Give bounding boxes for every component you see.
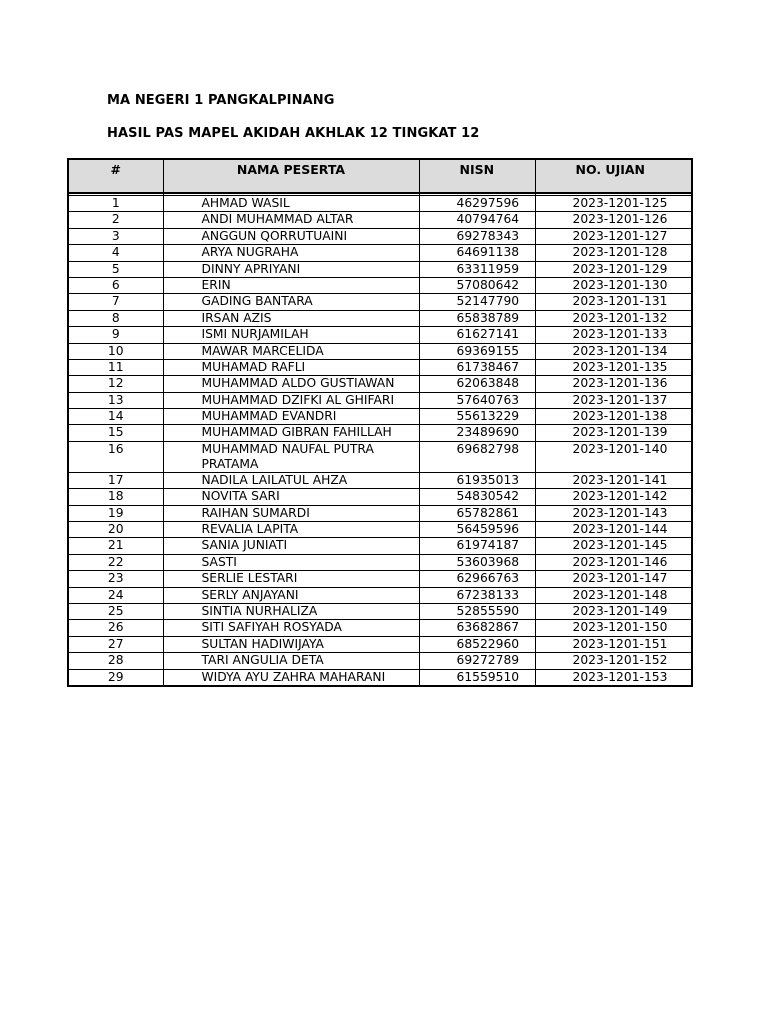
participant-nisn: 61627141	[419, 327, 535, 343]
participant-name: NOVITA SARI	[163, 489, 419, 505]
table-row	[68, 538, 692, 554]
row-number: 24	[68, 587, 163, 603]
row-number: 10	[68, 343, 163, 359]
row-number: 21	[68, 538, 163, 554]
row-number: 22	[68, 554, 163, 570]
participant-nisn: 62966763	[419, 571, 535, 587]
participant-name: MUHAMAD RAFLI	[163, 359, 419, 375]
participant-name: ANDI MUHAMMAD ALTAR	[163, 212, 419, 228]
table-row	[68, 441, 692, 472]
participant-nisn: 69369155	[419, 343, 535, 359]
participant-name: IRSAN AZIS	[163, 310, 419, 326]
table-row	[68, 277, 692, 293]
participant-nisn: 64691138	[419, 245, 535, 261]
table-row	[68, 196, 692, 212]
exam-number: 2023-1201-134	[535, 343, 692, 359]
participant-name: ARYA NUGRAHA	[163, 245, 419, 261]
table-row	[68, 228, 692, 244]
participant-nisn: 62063848	[419, 376, 535, 392]
exam-number: 2023-1201-143	[535, 505, 692, 521]
row-number: 29	[68, 669, 163, 686]
participant-name: SINTIA NURHALIZA	[163, 603, 419, 619]
table-row	[68, 245, 692, 261]
row-number: 4	[68, 245, 163, 261]
participant-name: SULTAN HADIWIJAYA	[163, 636, 419, 652]
column-header-number-label: #	[110, 162, 121, 177]
exam-number: 2023-1201-142	[535, 489, 692, 505]
exam-number: 2023-1201-138	[535, 409, 692, 425]
table-row	[68, 571, 692, 587]
exam-number: 2023-1201-126	[535, 212, 692, 228]
row-number: 15	[68, 425, 163, 441]
exam-number: 2023-1201-129	[535, 261, 692, 277]
participant-nisn: 55613229	[419, 409, 535, 425]
participant-name: WIDYA AYU ZAHRA MAHARANI	[163, 669, 419, 686]
exam-number: 2023-1201-135	[535, 359, 692, 375]
participant-nisn: 57080642	[419, 277, 535, 293]
row-number: 11	[68, 359, 163, 375]
row-number: 12	[68, 376, 163, 392]
exam-number: 2023-1201-131	[535, 294, 692, 310]
exam-number: 2023-1201-133	[535, 327, 692, 343]
table-row	[68, 261, 692, 277]
table-header	[68, 159, 692, 193]
table-row	[68, 554, 692, 570]
participant-nisn: 53603968	[419, 554, 535, 570]
exam-number: 2023-1201-147	[535, 571, 692, 587]
participant-name: MUHAMMAD DZIFKI AL GHIFARI	[163, 392, 419, 408]
participant-name: TARI ANGULIA DETA	[163, 653, 419, 669]
participant-name: SERLY ANJAYANI	[163, 587, 419, 603]
participant-nisn: 67238133	[419, 587, 535, 603]
participant-nisn: 23489690	[419, 425, 535, 441]
column-header-name	[163, 159, 419, 193]
participant-name: REVALIA LAPITA	[163, 522, 419, 538]
participant-nisn: 46297596	[419, 196, 535, 212]
column-header-exam-number	[535, 159, 692, 193]
table-row	[68, 212, 692, 228]
row-number: 1	[68, 196, 163, 212]
participant-nisn: 69278343	[419, 228, 535, 244]
row-number: 17	[68, 472, 163, 488]
table-row	[68, 472, 692, 488]
school-name: MA NEGERI 1 PANGKALPINANG	[107, 93, 335, 108]
table-row	[68, 327, 692, 343]
participant-name: ERIN	[163, 277, 419, 293]
exam-number: 2023-1201-128	[535, 245, 692, 261]
participant-nisn: 61738467	[419, 359, 535, 375]
exam-number: 2023-1201-130	[535, 277, 692, 293]
column-header-exam-number-label: NO. UJIAN	[575, 162, 646, 177]
participant-nisn: 57640763	[419, 392, 535, 408]
participant-nisn: 65782861	[419, 505, 535, 521]
exam-number: 2023-1201-146	[535, 554, 692, 570]
participant-nisn: 61974187	[419, 538, 535, 554]
table-row	[68, 409, 692, 425]
row-number: 14	[68, 409, 163, 425]
row-number: 27	[68, 636, 163, 652]
table-body	[68, 193, 692, 686]
participant-nisn: 65838789	[419, 310, 535, 326]
exam-number: 2023-1201-141	[535, 472, 692, 488]
exam-title: HASIL PAS MAPEL AKIDAH AKHLAK 12 TINGKAT 12	[107, 126, 480, 141]
header-row	[68, 159, 692, 193]
participant-name: RAIHAN SUMARDI	[163, 505, 419, 521]
participant-nisn: 61559510	[419, 669, 535, 686]
row-number: 19	[68, 505, 163, 521]
row-number: 20	[68, 522, 163, 538]
participant-name: AHMAD WASIL	[163, 196, 419, 212]
exam-number: 2023-1201-132	[535, 310, 692, 326]
column-header-nisn-label: NISN	[459, 162, 495, 177]
participant-name: SERLIE LESTARI	[163, 571, 419, 587]
row-number: 18	[68, 489, 163, 505]
participant-name: MUHAMMAD NAUFAL PUTRA PRATAMA	[163, 441, 419, 472]
exam-number: 2023-1201-150	[535, 620, 692, 636]
column-header-number	[68, 159, 163, 193]
participant-name: SANIA JUNIATI	[163, 538, 419, 554]
row-number: 8	[68, 310, 163, 326]
participant-name: MUHAMMAD EVANDRI	[163, 409, 419, 425]
table-row	[68, 603, 692, 619]
exam-number: 2023-1201-148	[535, 587, 692, 603]
column-header-nisn	[419, 159, 535, 193]
exam-number: 2023-1201-136	[535, 376, 692, 392]
participant-nisn: 52147790	[419, 294, 535, 310]
table-row	[68, 392, 692, 408]
row-number: 25	[68, 603, 163, 619]
participant-name: SITI SAFIYAH ROSYADA	[163, 620, 419, 636]
column-header-name-label: NAMA PESERTA	[236, 162, 346, 177]
table-row	[68, 620, 692, 636]
row-number: 9	[68, 327, 163, 343]
table-row	[68, 376, 692, 392]
participant-nisn: 68522960	[419, 636, 535, 652]
participant-nisn: 63682867	[419, 620, 535, 636]
participant-nisn: 69682798	[419, 441, 535, 472]
participant-name: MUHAMMAD ALDO GUSTIAWAN	[163, 376, 419, 392]
table-row	[68, 359, 692, 375]
participant-name: SASTI	[163, 554, 419, 570]
row-number: 6	[68, 277, 163, 293]
exam-number: 2023-1201-153	[535, 669, 692, 686]
table-row	[68, 653, 692, 669]
exam-number: 2023-1201-149	[535, 603, 692, 619]
table-row	[68, 505, 692, 521]
row-number: 26	[68, 620, 163, 636]
row-number: 13	[68, 392, 163, 408]
row-number: 7	[68, 294, 163, 310]
exam-number: 2023-1201-145	[535, 538, 692, 554]
participant-nisn: 52855590	[419, 603, 535, 619]
participant-nisn: 63311959	[419, 261, 535, 277]
participant-name: DINNY APRIYANI	[163, 261, 419, 277]
participant-name: MAWAR MARCELIDA	[163, 343, 419, 359]
participant-nisn: 69272789	[419, 653, 535, 669]
table-row	[68, 522, 692, 538]
table-row	[68, 294, 692, 310]
participant-name: ANGGUN QORRUTUAINI	[163, 228, 419, 244]
exam-number: 2023-1201-152	[535, 653, 692, 669]
participant-nisn: 56459596	[419, 522, 535, 538]
exam-number: 2023-1201-144	[535, 522, 692, 538]
exam-number: 2023-1201-151	[535, 636, 692, 652]
row-number: 23	[68, 571, 163, 587]
participant-table	[67, 158, 693, 687]
table-row	[68, 310, 692, 326]
participant-name: GADING BANTARA	[163, 294, 419, 310]
table-row	[68, 343, 692, 359]
table-row	[68, 425, 692, 441]
row-number: 5	[68, 261, 163, 277]
exam-number: 2023-1201-140	[535, 441, 692, 472]
participant-nisn: 40794764	[419, 212, 535, 228]
table-row	[68, 636, 692, 652]
participant-name: NADILA LAILATUL AHZA	[163, 472, 419, 488]
participant-nisn: 61935013	[419, 472, 535, 488]
exam-number: 2023-1201-139	[535, 425, 692, 441]
participant-nisn: 54830542	[419, 489, 535, 505]
participant-name: ISMI NURJAMILAH	[163, 327, 419, 343]
exam-number: 2023-1201-125	[535, 196, 692, 212]
row-number: 28	[68, 653, 163, 669]
row-number: 16	[68, 441, 163, 472]
row-number: 3	[68, 228, 163, 244]
exam-number: 2023-1201-137	[535, 392, 692, 408]
row-number: 2	[68, 212, 163, 228]
table-row	[68, 669, 692, 686]
table-row	[68, 489, 692, 505]
exam-number: 2023-1201-127	[535, 228, 692, 244]
participant-name: MUHAMMAD GIBRAN FAHILLAH	[163, 425, 419, 441]
table-row	[68, 587, 692, 603]
